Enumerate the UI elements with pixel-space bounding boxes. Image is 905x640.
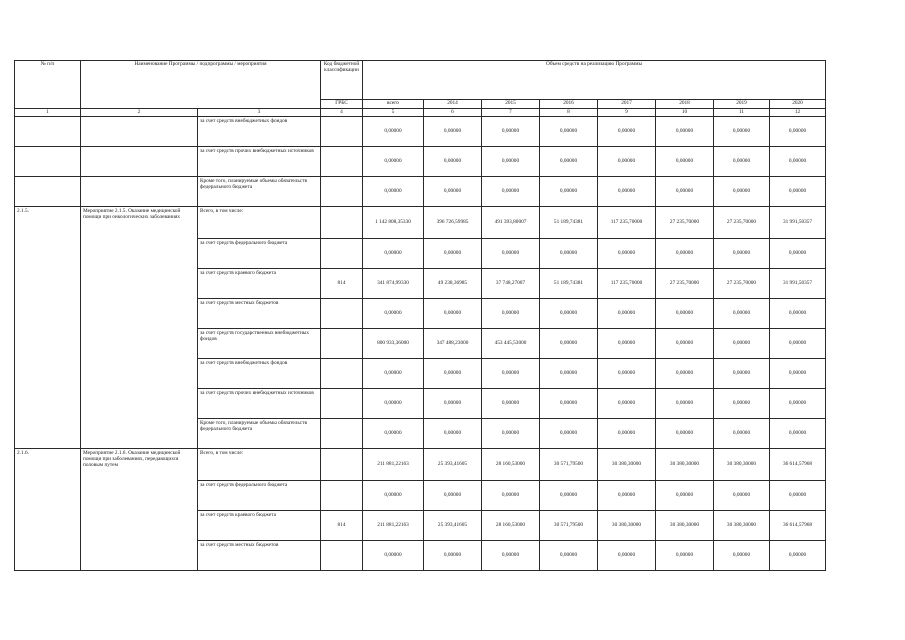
- header-budget-code: Код бюджетной классификации: [321, 61, 363, 100]
- amount-cell: 30 380,30000: [598, 511, 656, 541]
- amount-cell: 0,00000: [598, 481, 656, 511]
- program-funding-table: [14, 60, 826, 571]
- grbs-code: [321, 419, 363, 449]
- funding-source-label: за счет средств внебюджетных фондов: [198, 359, 321, 389]
- header-year: 2016: [540, 100, 598, 109]
- amount-cell: 30 380,30000: [598, 449, 656, 481]
- amount-cell: 0,00000: [598, 419, 656, 449]
- amount-cell: 0,00000: [363, 541, 424, 571]
- funding-source-label: Кроме того, планируемые объемы обязательств федерального бюджета: [198, 419, 321, 449]
- amount-cell: 27 235,70000: [656, 269, 714, 299]
- measure-name: Мероприятие 2.1.6. Оказание медицинской помощи при заболеваниях, передающихся половым путем: [81, 449, 198, 571]
- grbs-code: [321, 147, 363, 177]
- amount-cell: 347 488,23000: [424, 329, 482, 359]
- amount-cell: 0,00000: [770, 117, 826, 147]
- amount-cell: 0,00000: [714, 177, 770, 207]
- header-grbs: ГРБС: [321, 100, 363, 109]
- column-index: 3: [198, 109, 321, 117]
- amount-cell: 30 380,30000: [656, 449, 714, 481]
- funding-source-label: за счет средств государственных внебюджетных фондов: [198, 329, 321, 359]
- amount-cell: 0,00000: [656, 419, 714, 449]
- column-index: 10: [656, 109, 714, 117]
- amount-cell: 0,00000: [770, 419, 826, 449]
- amount-cell: 30 380,30000: [656, 511, 714, 541]
- empty-cell: [81, 177, 198, 207]
- amount-cell: 0,00000: [482, 177, 540, 207]
- amount-cell: 0,00000: [540, 329, 598, 359]
- amount-cell: 36 614,57968: [770, 449, 826, 481]
- funding-source-label: Всего, в том числе:: [198, 449, 321, 481]
- amount-cell: 453 445,53000: [482, 329, 540, 359]
- funding-source-label: за счет средств местных бюджетов: [198, 299, 321, 329]
- amount-cell: 117 235,70000: [598, 269, 656, 299]
- amount-cell: 28 160,53000: [482, 449, 540, 481]
- amount-cell: 0,00000: [656, 389, 714, 419]
- grbs-code: [321, 239, 363, 269]
- amount-cell: 0,00000: [714, 481, 770, 511]
- header-program-name: Наименование Программы / подпрограммы / мероприятия: [81, 61, 321, 109]
- amount-cell: 30 380,30000: [714, 449, 770, 481]
- amount-cell: 211 881,22163: [363, 511, 424, 541]
- amount-cell: 36 614,57968: [770, 511, 826, 541]
- amount-cell: 0,00000: [770, 329, 826, 359]
- amount-cell: 0,00000: [363, 147, 424, 177]
- column-index: 2: [81, 109, 198, 117]
- amount-cell: 0,00000: [598, 389, 656, 419]
- amount-cell: 0,00000: [424, 239, 482, 269]
- table-row: [15, 207, 826, 239]
- amount-cell: 30 571,79500: [540, 511, 598, 541]
- grbs-code: [321, 481, 363, 511]
- header-year: 2014: [424, 100, 482, 109]
- amount-cell: 0,00000: [714, 541, 770, 571]
- empty-cell: [15, 177, 81, 207]
- empty-cell: [15, 147, 81, 177]
- amount-cell: 27 235,70000: [714, 207, 770, 239]
- amount-cell: 0,00000: [656, 177, 714, 207]
- measure-name: Мероприятие 2.1.5. Оказание медицинской помощи при онкологических заболеваниях: [81, 207, 198, 449]
- column-index: 11: [714, 109, 770, 117]
- amount-cell: 0,00000: [363, 299, 424, 329]
- amount-cell: 0,00000: [424, 389, 482, 419]
- funding-source-label: Кроме того, планируемые объемы обязательств федерального бюджета: [198, 177, 321, 207]
- grbs-code: 814: [321, 269, 363, 299]
- amount-cell: 0,00000: [656, 147, 714, 177]
- header-funding-volume: Объем средств на реализацию Программы: [363, 61, 826, 100]
- column-index-row: [15, 109, 826, 117]
- amount-cell: 0,00000: [598, 239, 656, 269]
- amount-cell: 0,00000: [540, 541, 598, 571]
- amount-cell: 0,00000: [363, 117, 424, 147]
- funding-source-label: за счет средств местных бюджетов: [198, 541, 321, 571]
- amount-cell: 396 726,59985: [424, 207, 482, 239]
- amount-cell: 0,00000: [656, 359, 714, 389]
- amount-cell: 0,00000: [598, 299, 656, 329]
- amount-cell: 0,00000: [714, 329, 770, 359]
- grbs-code: [321, 359, 363, 389]
- amount-cell: 341 874,99330: [363, 269, 424, 299]
- column-index: 4: [321, 109, 363, 117]
- funding-source-label: за счет средств краевого бюджета: [198, 269, 321, 299]
- amount-cell: 0,00000: [540, 389, 598, 419]
- amount-cell: 25 393,41605: [424, 449, 482, 481]
- amount-cell: 491 393,80007: [482, 207, 540, 239]
- header-year: всего: [363, 100, 424, 109]
- empty-cell: [81, 147, 198, 177]
- amount-cell: 0,00000: [540, 419, 598, 449]
- amount-cell: 0,00000: [482, 359, 540, 389]
- amount-cell: 0,00000: [540, 147, 598, 177]
- amount-cell: 0,00000: [540, 359, 598, 389]
- amount-cell: 0,00000: [714, 299, 770, 329]
- table-row: [15, 177, 826, 207]
- grbs-code: [321, 389, 363, 419]
- grbs-code: [321, 449, 363, 481]
- amount-cell: 0,00000: [656, 481, 714, 511]
- amount-cell: 0,00000: [482, 481, 540, 511]
- grbs-code: [321, 177, 363, 207]
- funding-source-label: за счет средств прочих внебюджетных источников: [198, 147, 321, 177]
- column-index: 6: [424, 109, 482, 117]
- amount-cell: 0,00000: [598, 329, 656, 359]
- amount-cell: 27 235,70000: [714, 269, 770, 299]
- grbs-code: [321, 117, 363, 147]
- amount-cell: 0,00000: [363, 389, 424, 419]
- amount-cell: 30 380,30000: [714, 511, 770, 541]
- amount-cell: 0,00000: [598, 177, 656, 207]
- amount-cell: 0,00000: [540, 299, 598, 329]
- amount-cell: 0,00000: [424, 117, 482, 147]
- amount-cell: 0,00000: [424, 481, 482, 511]
- amount-cell: 0,00000: [540, 481, 598, 511]
- amount-cell: 0,00000: [482, 147, 540, 177]
- funding-source-label: Всего, в том числе:: [198, 207, 321, 239]
- table-row: [15, 449, 826, 481]
- funding-source-label: за счет средств краевого бюджета: [198, 511, 321, 541]
- amount-cell: 0,00000: [482, 389, 540, 419]
- amount-cell: 0,00000: [656, 329, 714, 359]
- column-index: 1: [15, 109, 81, 117]
- amount-cell: 0,00000: [482, 239, 540, 269]
- table-body: [15, 117, 826, 571]
- amount-cell: 0,00000: [540, 117, 598, 147]
- amount-cell: 0,00000: [714, 359, 770, 389]
- amount-cell: 0,00000: [424, 177, 482, 207]
- budget-table-page: [14, 60, 826, 571]
- amount-cell: 0,00000: [363, 177, 424, 207]
- table-row: [15, 117, 826, 147]
- amount-cell: 25 393,41605: [424, 511, 482, 541]
- funding-source-label: за счет средств прочих внебюджетных источников: [198, 389, 321, 419]
- amount-cell: 0,00000: [770, 389, 826, 419]
- amount-cell: 0,00000: [656, 117, 714, 147]
- amount-cell: 0,00000: [540, 177, 598, 207]
- amount-cell: 0,00000: [482, 117, 540, 147]
- amount-cell: 800 933,36000: [363, 329, 424, 359]
- amount-cell: 28 160,53000: [482, 511, 540, 541]
- header-year: 2019: [714, 100, 770, 109]
- amount-cell: 0,00000: [363, 481, 424, 511]
- amount-cell: 0,00000: [363, 359, 424, 389]
- amount-cell: 0,00000: [656, 299, 714, 329]
- table-row: [15, 147, 826, 177]
- amount-cell: 0,00000: [540, 239, 598, 269]
- amount-cell: 0,00000: [714, 239, 770, 269]
- header-year: 2017: [598, 100, 656, 109]
- amount-cell: 0,00000: [770, 239, 826, 269]
- amount-cell: 1 142 808,35330: [363, 207, 424, 239]
- amount-cell: 117 235,70000: [598, 207, 656, 239]
- amount-cell: 0,00000: [714, 117, 770, 147]
- amount-cell: 211 881,22163: [363, 449, 424, 481]
- amount-cell: 0,00000: [770, 481, 826, 511]
- column-index: 5: [363, 109, 424, 117]
- amount-cell: 51 189,74381: [540, 207, 598, 239]
- amount-cell: 0,00000: [424, 359, 482, 389]
- amount-cell: 0,00000: [363, 419, 424, 449]
- funding-source-label: за счет средств внебюджетных фондов: [198, 117, 321, 147]
- amount-cell: 49 238,36985: [424, 269, 482, 299]
- header-year: 2018: [656, 100, 714, 109]
- header-number: № п/п: [15, 61, 81, 109]
- measure-number: 2.1.5.: [15, 207, 81, 449]
- grbs-code: 814: [321, 511, 363, 541]
- funding-source-label: за счет средств федерального бюджета: [198, 481, 321, 511]
- amount-cell: 0,00000: [598, 359, 656, 389]
- column-index: 7: [482, 109, 540, 117]
- amount-cell: 0,00000: [770, 299, 826, 329]
- grbs-code: [321, 207, 363, 239]
- amount-cell: 0,00000: [714, 389, 770, 419]
- column-index: 8: [540, 109, 598, 117]
- amount-cell: 0,00000: [424, 419, 482, 449]
- amount-cell: 27 235,70000: [656, 207, 714, 239]
- amount-cell: 0,00000: [482, 419, 540, 449]
- amount-cell: 0,00000: [482, 541, 540, 571]
- amount-cell: 0,00000: [598, 117, 656, 147]
- amount-cell: 0,00000: [714, 147, 770, 177]
- grbs-code: [321, 329, 363, 359]
- amount-cell: 0,00000: [482, 299, 540, 329]
- amount-cell: 0,00000: [424, 541, 482, 571]
- grbs-code: [321, 299, 363, 329]
- amount-cell: 0,00000: [598, 147, 656, 177]
- empty-cell: [15, 117, 81, 147]
- amount-cell: 0,00000: [714, 419, 770, 449]
- column-index: 12: [770, 109, 826, 117]
- grbs-code: [321, 541, 363, 571]
- header-year: 2015: [482, 100, 540, 109]
- header-year: 2020: [770, 100, 826, 109]
- amount-cell: 0,00000: [770, 177, 826, 207]
- amount-cell: 0,00000: [363, 239, 424, 269]
- amount-cell: 30 571,79500: [540, 449, 598, 481]
- amount-cell: 0,00000: [770, 541, 826, 571]
- amount-cell: 0,00000: [424, 147, 482, 177]
- column-index: 9: [598, 109, 656, 117]
- amount-cell: 0,00000: [598, 541, 656, 571]
- empty-cell: [81, 117, 198, 147]
- amount-cell: 0,00000: [656, 541, 714, 571]
- measure-number: 2.1.6.: [15, 449, 81, 571]
- amount-cell: 51 189,74381: [540, 269, 598, 299]
- amount-cell: 37 748,27007: [482, 269, 540, 299]
- amount-cell: 0,00000: [770, 359, 826, 389]
- amount-cell: 0,00000: [656, 239, 714, 269]
- funding-source-label: за счет средств федерального бюджета: [198, 239, 321, 269]
- amount-cell: 0,00000: [770, 147, 826, 177]
- amount-cell: 0,00000: [424, 299, 482, 329]
- amount-cell: 31 991,50357: [770, 269, 826, 299]
- amount-cell: 31 991,50357: [770, 207, 826, 239]
